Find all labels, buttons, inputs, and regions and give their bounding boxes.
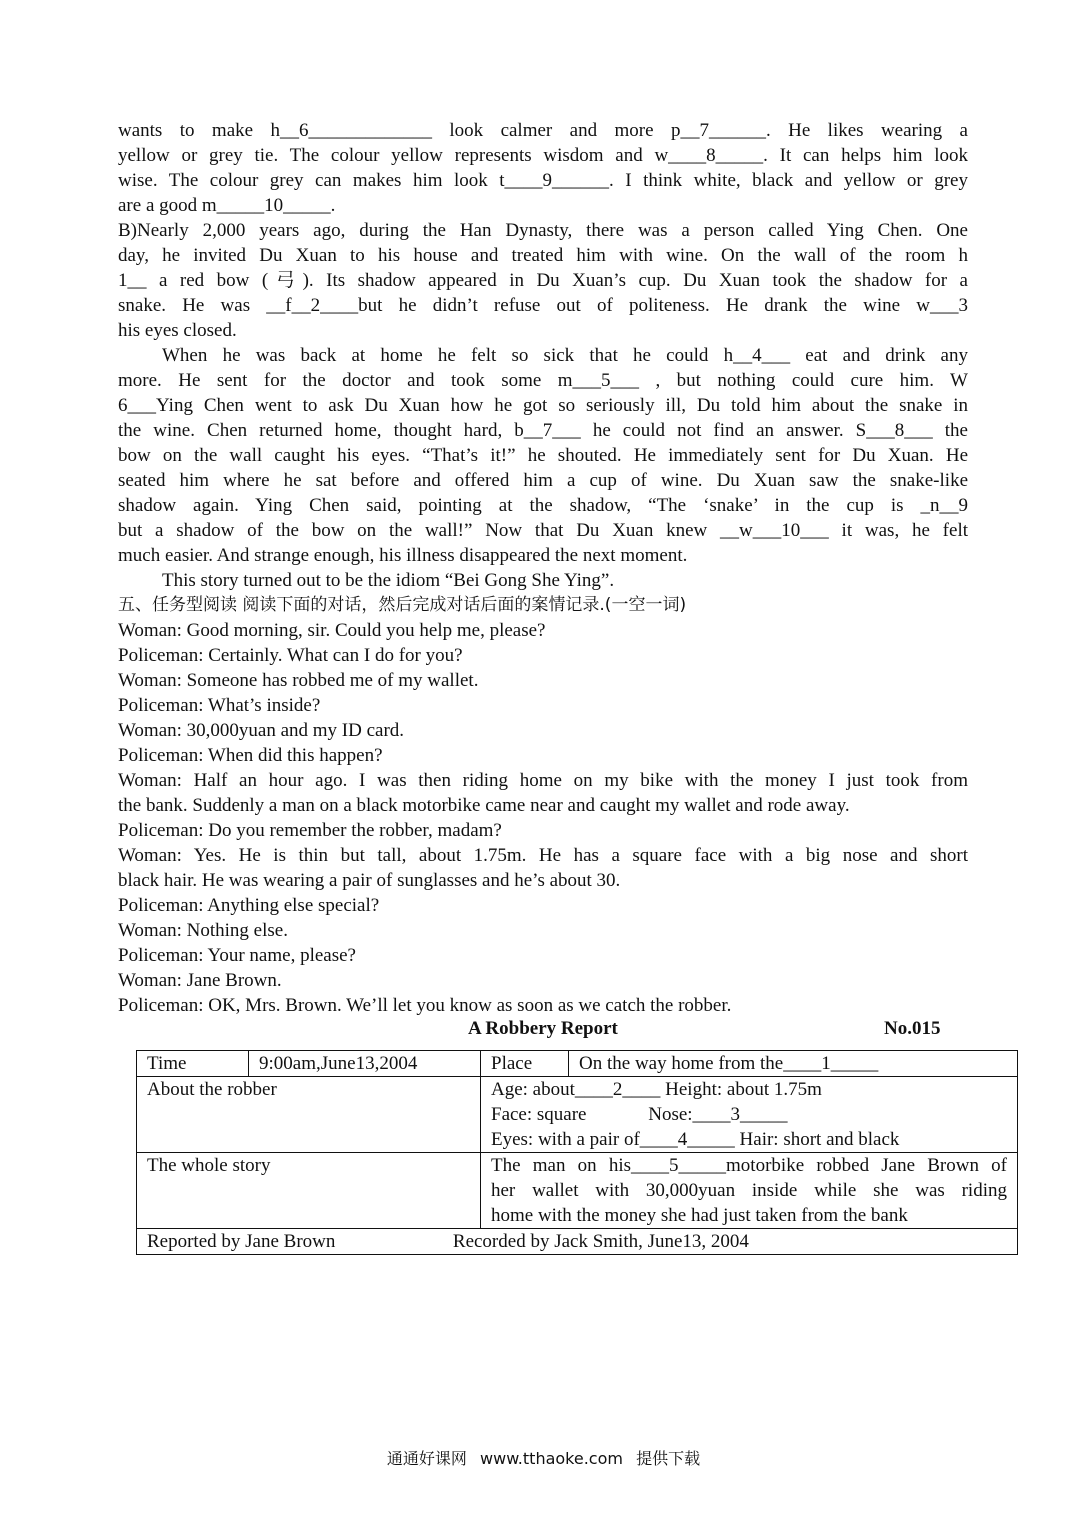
reading-b-intro: [118, 118, 968, 218]
dialogue-line: Policeman: Your name, please?: [118, 945, 356, 966]
story-text-line: home with the money she had just taken from the bank: [491, 1205, 908, 1226]
dialogue-line: Woman: Jane Brown.: [118, 970, 282, 991]
text-line: snake. He was __f__2____but he didn’t refuse out of politeness. He drank the wine w___3: [118, 295, 968, 316]
story-paragraph-2: [118, 343, 968, 568]
text-line: wise. The colour grey can makes him look t____9______. I think white, black and yellow or grey: [118, 170, 968, 191]
text-line: 1__ a red bow (弓). Its shadow appeared in Du Xuan’s cup. Du Xuan took the shadow for a: [118, 270, 968, 291]
text-line: are a good m_____10_____.: [118, 195, 336, 216]
robber-eyes-hair: Eyes: with a pair of____4_____ Hair: short and black: [491, 1129, 900, 1150]
place-label: Place: [481, 1051, 569, 1077]
story-label: The whole story: [137, 1153, 481, 1229]
story-text-line: her wallet with 30,000yuan inside while she was riding: [491, 1180, 1007, 1201]
robber-age-height: Age: about____2____ Height: about 1.75m: [491, 1079, 822, 1100]
text-line: his eyes closed.: [118, 320, 237, 341]
robbery-report-table: [136, 1050, 1018, 1255]
dialogue-line: Policeman: Certainly. What can I do for you?: [118, 645, 463, 666]
text-line: seated him where he sat before and offered him a cup of wine. Du Xuan saw the snake-like: [118, 470, 968, 491]
text-line: bow on the wall caught his eyes. “That’s it!” he shouted. He immediately sent for Du Xuan. He: [118, 445, 968, 466]
dialogue-line: Policeman: OK, Mrs. Brown. We’ll let you know as soon as we catch the robber.: [118, 995, 732, 1016]
dialogue-line: Woman: Half an hour ago. I was then riding home on my bike with the money I just took from: [118, 770, 968, 791]
dialogue-line: Policeman: Anything else special?: [118, 895, 380, 916]
time-label: Time: [137, 1051, 249, 1077]
text-line: day, he invited Du Xuan to his house and treated him with wine. On the wall of the room h: [118, 245, 968, 266]
dialogue-line: Policeman: When did this happen?: [118, 745, 383, 766]
text-line: but a shadow of the bow on the wall!” Now that Du Xuan knew __w___10___ it was, he felt: [118, 520, 968, 541]
text-line: shadow again. Ying Chen said, pointing at the shadow, “The ‘snake’ in the cup is _n__9: [118, 495, 968, 516]
text-line: wants to make h__6_____________ look calmer and more p__7______. He likes wearing a: [118, 120, 968, 141]
text-line: more. He sent for the doctor and took some m___5___ , but nothing could cure him. W: [118, 370, 968, 391]
story-details: [481, 1153, 1018, 1229]
dialogue-line: Woman: 30,000yuan and my ID card.: [118, 720, 405, 741]
reported-by: Reported by Jane Brown: [147, 1231, 336, 1252]
report-number: No.015: [884, 1018, 941, 1039]
story-conclusion: This story turned out to be the idiom “Bei Gong She Ying”.: [162, 570, 615, 591]
table-row: [137, 1077, 1018, 1153]
robber-label: About the robber: [137, 1077, 481, 1153]
document-body: [118, 118, 968, 1042]
section-heading: 五、任务型阅读 阅读下面的对话，然后完成对话后面的案情记录.(一空一词): [118, 595, 687, 615]
story-paragraph-1: [118, 218, 968, 343]
table-row: [137, 1229, 1018, 1255]
dialogue-line: Policeman: Do you remember the robber, madam?: [118, 820, 502, 841]
time-value: 9:00am,June13,2004: [249, 1051, 481, 1077]
text-line: much easier. And strange enough, his illness disappeared the next moment.: [118, 545, 688, 566]
text-line: yellow or grey tie. The colour yellow represents wisdom and w____8_____. It can helps him look: [118, 145, 968, 166]
report-footer-row: [137, 1229, 1018, 1255]
footer-note: 提供下载: [636, 1449, 701, 1468]
place-value: On the way home from the____1_____: [569, 1051, 1018, 1077]
table-row: [137, 1153, 1018, 1229]
story-text-line: The man on his____5_____motorbike robbed Jane Brown of: [491, 1155, 1007, 1176]
text-line: When he was back at home he felt so sick that he could h__4___ eat and drink any: [162, 345, 968, 366]
text-line: B)Nearly 2,000 years ago, during the Han Dynasty, there was a person called Ying Chen. One: [118, 220, 968, 241]
report-title: A Robbery Report: [468, 1018, 618, 1039]
dialogue-line: Woman: Someone has robbed me of my wallet.: [118, 670, 479, 691]
dialogue: [118, 618, 968, 1018]
dialogue-line: Policeman: What’s inside?: [118, 695, 321, 716]
dialogue-line: black hair. He was wearing a pair of sunglasses and he’s about 30.: [118, 870, 621, 891]
footer-url[interactable]: www.tthaoke.com: [480, 1449, 623, 1468]
text-line: the wine. Chen returned home, thought hard, b__7___ he could not find an answer. S___8___ the: [118, 420, 968, 441]
page-footer: [0, 1446, 1087, 1469]
footer-site-name: 通通好课网: [386, 1449, 467, 1468]
report-title-row: [118, 1018, 968, 1042]
dialogue-line: Woman: Good morning, sir. Could you help me, please?: [118, 620, 546, 641]
dialogue-line: Woman: Yes. He is thin but tall, about 1.75m. He has a square face with a big nose and short: [118, 845, 968, 866]
robber-face-nose: Face: square Nose:____3_____: [491, 1104, 788, 1125]
text-line: 6___Ying Chen went to ask Du Xuan how he got so seriously ill, Du told him about the snake in: [118, 395, 968, 416]
recorded-by: Recorded by Jack Smith, June13, 2004: [452, 1231, 749, 1252]
table-row: [137, 1051, 1018, 1077]
dialogue-line: the bank. Suddenly a man on a black motorbike came near and caught my wallet and rode away.: [118, 795, 850, 816]
dialogue-line: Woman: Nothing else.: [118, 920, 288, 941]
robber-details: [481, 1077, 1018, 1153]
